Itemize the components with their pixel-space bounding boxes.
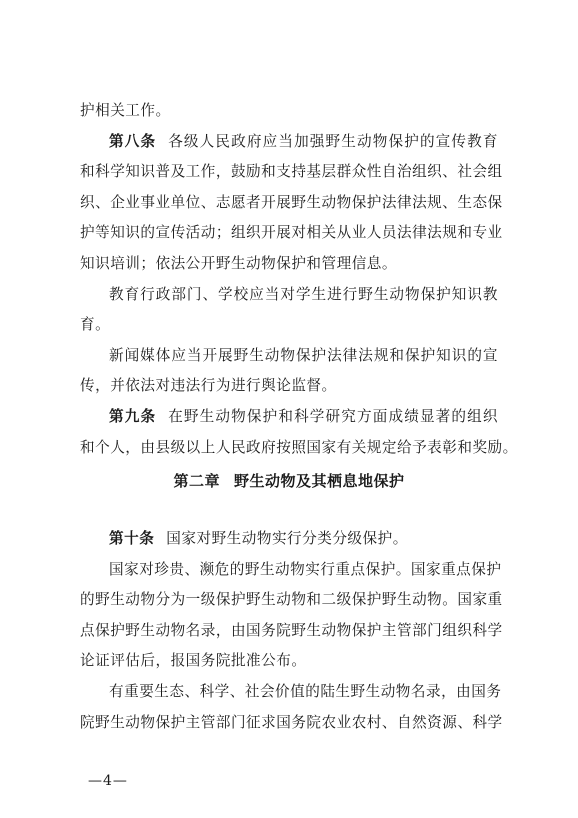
body-text-upper: [80, 96, 518, 463]
chapter-number: 第二章: [173, 472, 220, 490]
page-number: —4—: [88, 773, 128, 789]
text-line: 和科学知识普及工作，鼓励和支持基层群众性自治组织、社会组: [80, 163, 503, 181]
text-line: 国家对珍贵、濒危的野生动物实行重点保护。国家重点保护: [109, 560, 502, 578]
text-line: 新闻媒体应当开展野生动物保护法律法规和保护知识的宣: [109, 346, 498, 364]
text-line: 织、企业事业单位、志愿者开展野生动物保护法律法规、生态保: [80, 193, 503, 211]
text-line: 教育行政部门、学校应当对学生进行野生动物保护知识教: [109, 285, 498, 303]
text-line: 论证评估后，报国务院批准公布。: [80, 652, 307, 670]
article-8-line: [80, 127, 498, 158]
text-line: 传，并依法对违法行为进行舆论监督。: [80, 377, 337, 395]
text-line: 院野生动物保护主管部门征求国务院农业农村、自然资源、科学: [80, 713, 503, 731]
article-10-heading: 第十条: [109, 530, 155, 547]
text-line: 护等知识的宣传活动；组织开展对相关从业人员法律法规和专业: [80, 224, 503, 242]
article-8-heading: 第八条: [109, 132, 157, 150]
text-line: 护相关工作。: [80, 102, 171, 119]
chapter-title: 野生动物及其栖息地保护: [234, 472, 405, 490]
body-text-lower: [80, 524, 503, 738]
text-line: 国家对野生动物实行分类分级保护。: [166, 530, 408, 547]
article-10-line: [80, 524, 498, 555]
text-line: 各级人民政府应当加强野生动物保护的宣传教育: [168, 132, 498, 150]
chapter-heading: [80, 470, 498, 491]
text-line: 育。: [80, 316, 111, 334]
article-9-line: [80, 402, 498, 433]
article-9-heading: 第九条: [109, 407, 157, 425]
text-line: 在野生动物保护和科学研究方面成绩显著的组织: [168, 407, 498, 425]
text-line: 和个人，由县级以上人民政府按照国家有关规定给予表彰和奖励。: [80, 438, 518, 456]
text-line: 的野生动物分为一级保护野生动物和二级保护野生动物。国家重: [80, 591, 503, 609]
text-line: 有重要生态、科学、社会价值的陆生野生动物名录，由国务: [109, 682, 502, 700]
text-line: 点保护野生动物名录，由国务院野生动物保护主管部门组织科学: [80, 621, 503, 639]
text-line: 知识培训；依法公开野生动物保护和管理信息。: [80, 254, 397, 272]
